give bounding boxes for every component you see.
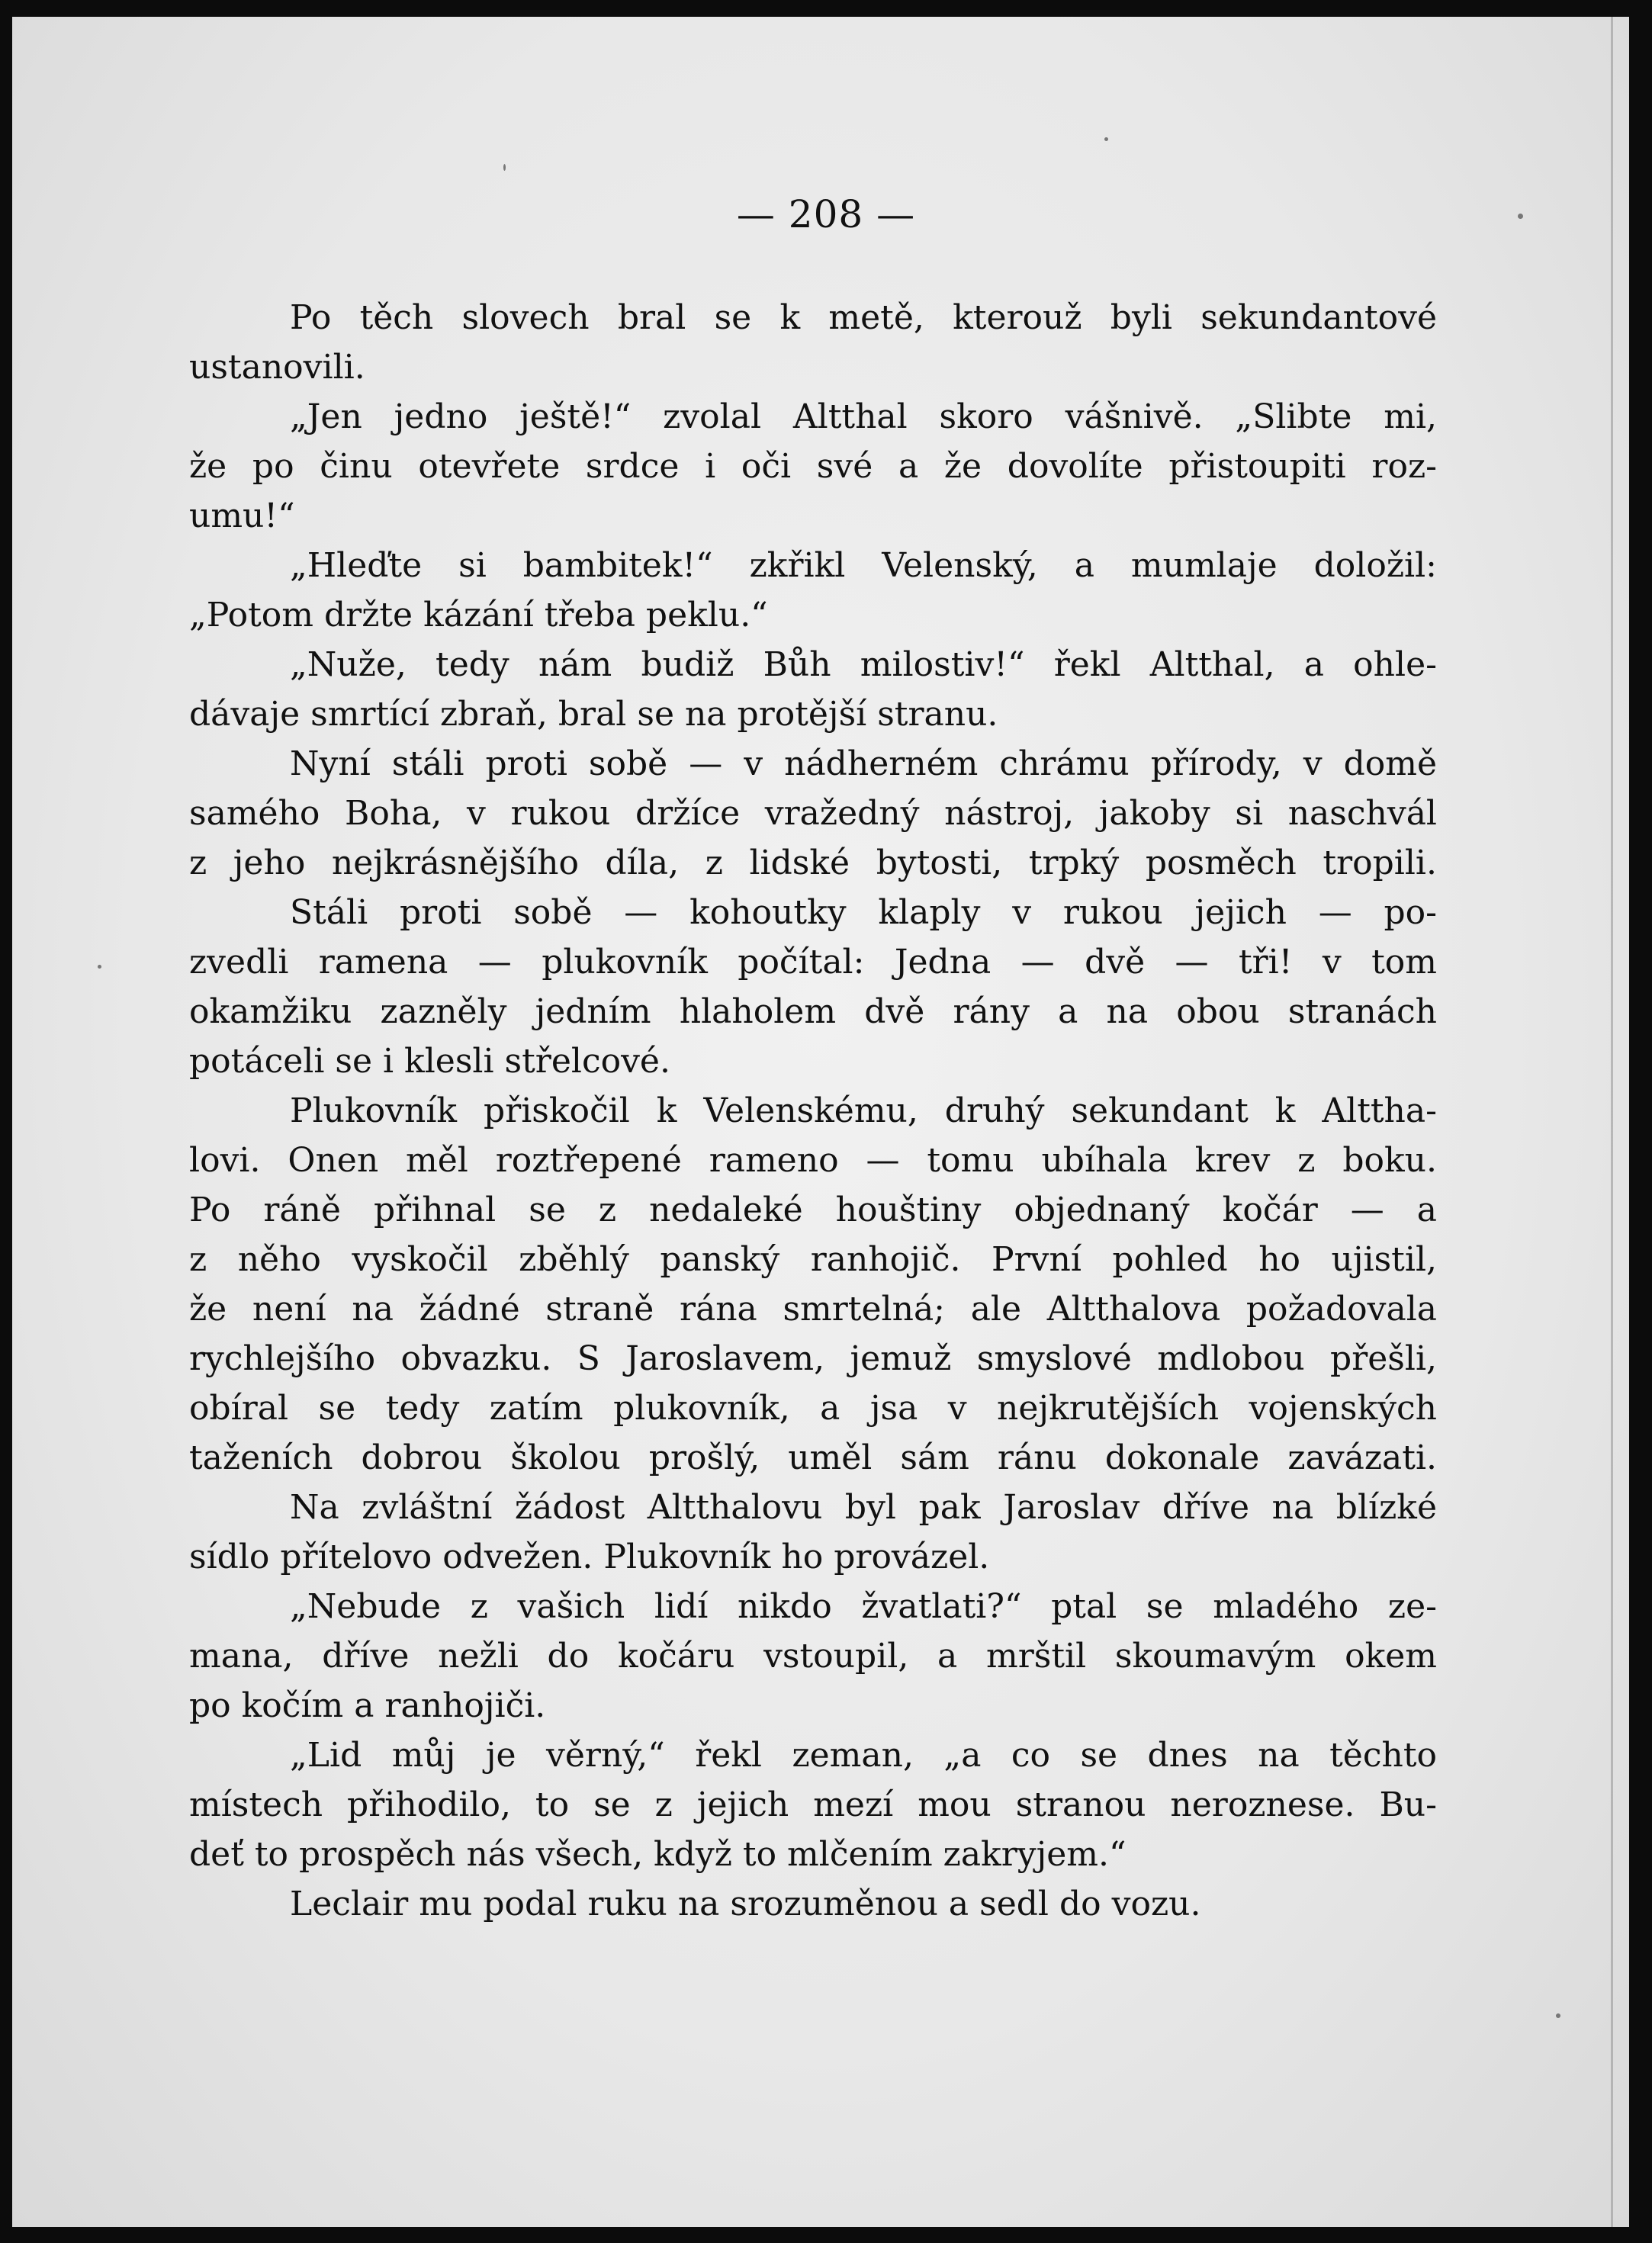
paper-speck (1556, 2013, 1560, 2018)
text-line: „Potom držte kázání třeba peklu.“ (189, 596, 768, 635)
text-line: Stáli proti sobě — kohoutky klaply v rukou jejich — po- (290, 893, 1437, 932)
text-line: „Lid můj je věrný,“ řekl zeman, „a co se dnes na těchto (290, 1736, 1437, 1775)
text-line: Plukovník přiskočil k Velenskému, druhý sekundant k Alttha- (290, 1091, 1437, 1130)
text-line: dávaje smrtící zbraň, bral se na protější stranu. (189, 695, 998, 734)
text-line: rychlejšího obvazku. S Jaroslavem, jemuž smyslové mdlobou přešli, (189, 1339, 1437, 1378)
text-line: po kočím a ranhojiči. (189, 1686, 546, 1725)
scan-border-left (0, 0, 12, 2243)
scan-border-right (1629, 0, 1652, 2243)
text-line: ustanovili. (189, 348, 365, 387)
text-line: potáceli se i klesli střelcové. (189, 1042, 670, 1081)
scan-border-top (0, 0, 1652, 17)
text-line: samého Boha, v rukou držíce vražedný nástroj, jakoby si naschvál (189, 794, 1437, 833)
text-line: obíral se tedy zatím plukovník, a jsa v nejkrutějších vojenských (189, 1389, 1437, 1428)
paper-speck (98, 965, 101, 969)
text-line: „Nebude z vašich lidí nikdo žvatlati?“ ptal se mladého ze- (290, 1587, 1437, 1626)
body-text (189, 293, 1437, 1929)
text-line: že není na žádné straně rána smrtelná; ale Altthalova požadovala (189, 1290, 1437, 1329)
scan-border-bottom (0, 2227, 1652, 2243)
paper-speck (1104, 137, 1108, 141)
text-line: „Hleďte si bambitek!“ zkřikl Velenský, a mumlaje doložil: (290, 546, 1437, 585)
text-line: lovi. Onen měl roztřepené rameno — tomu ubíhala krev z boku. (189, 1141, 1437, 1180)
text-line: umu!“ (189, 496, 295, 535)
text-line: „Jen jedno ještě!“ zvolal Altthal skoro vášnivě. „Slibte mi, (290, 397, 1437, 436)
text-line: z něho vyskočil zběhlý panský ranhojič. První pohled ho ujistil, (189, 1240, 1437, 1279)
text-line: sídlo přítelovo odvežen. Plukovník ho provázel. (189, 1538, 990, 1576)
text-line: z jeho nejkrásnějšího díla, z lidské bytosti, trpký posměch tropili. (189, 844, 1437, 882)
text-line: mana, dříve nežli do kočáru vstoupil, a mrštil skoumavým okem (189, 1637, 1437, 1676)
text-line: Nyní stáli proti sobě — v nádherném chrámu přírody, v domě (290, 744, 1437, 783)
text-line: Po těch slovech bral se k metě, kterouž byli sekundantové (290, 298, 1437, 337)
text-line: „Nuže, tedy nám budiž Bůh milostiv!“ řekl Altthal, a ohle- (290, 645, 1437, 684)
page-edge-shadow (1611, 17, 1613, 2227)
page-number: — 208 — (736, 192, 916, 236)
text-line: Leclair mu podal ruku na srozuměnou a sedl do vozu. (290, 1885, 1201, 1923)
text-line: taženích dobrou školou prošlý, uměl sám ránu dokonale zavázati. (189, 1438, 1437, 1477)
paper-speck (503, 164, 506, 171)
text-line: zvedli ramena — plukovník počítal: Jedna — dvě — tři! v tom (189, 943, 1437, 982)
text-line: Na zvláštní žádost Altthalovu byl pak Jaroslav dříve na blízké (290, 1488, 1437, 1527)
text-line: že po činu otevřete srdce i oči své a že dovolíte přistoupiti roz- (189, 447, 1437, 486)
text-line: místech přihodilo, to se z jejich mezí mou stranou neroznese. Bu- (189, 1785, 1437, 1824)
text-line: Po ráně přihnal se z nedaleké houštiny objednaný kočár — a (189, 1191, 1437, 1229)
text-line: deť to prospěch nás všech, když to mlčením zakryjem.“ (189, 1835, 1127, 1874)
text-line: okamžiku zazněly jedním hlaholem dvě rány a na obou stranách (189, 992, 1437, 1031)
